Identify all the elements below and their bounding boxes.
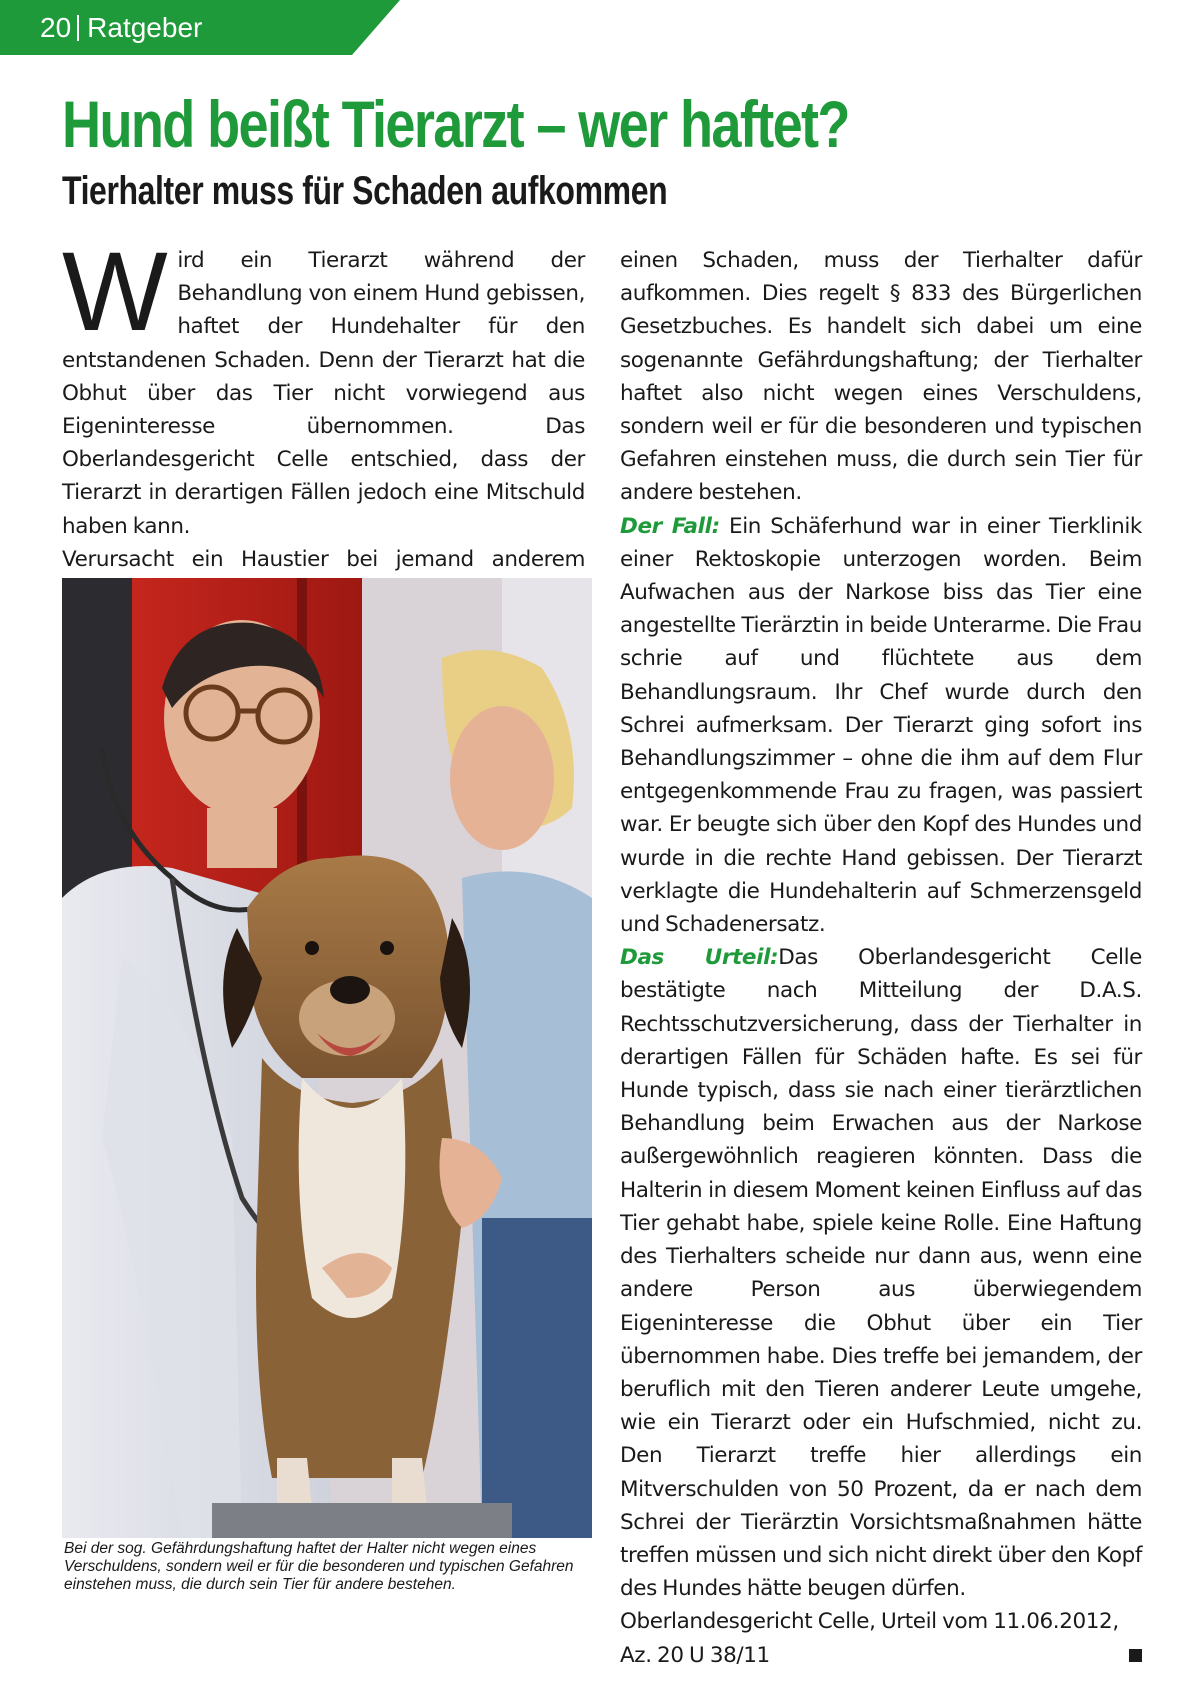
article-end-mark: [1129, 1649, 1142, 1662]
section-header: [40, 12, 202, 44]
verdict-paragraph: [620, 941, 1142, 1605]
body-paragraph-start: Verursacht ein Haustier bei jemand anderem: [62, 546, 585, 572]
article-column-left: [62, 229, 585, 576]
intro-paragraph: [62, 229, 585, 543]
verdict-label: Das Urteil:: [620, 945, 779, 971]
source-court-date: Oberlandesgericht Celle, Urteil vom 11.06.2012,: [620, 1609, 1119, 1635]
dropcap-letter: W: [62, 229, 168, 354]
case-text: Ein Schäferhund war in einer Tierklinik einer Rektoskopie unterzogen worden. Beim Aufwachen aus der Narkose biss das Tier eine angestellte Tierärztin in beide Unterarme. Die Frau schrie auf und flüchtete aus dem Behandlungsraum. Ihr Chef wurde durch den Schrei aufmerksam. Der Tierarzt ging sofort ins Behandlungszimmer – ohne die ihm auf dem Flur entgegenkommende Frau zu fragen, was passiert war. Er beugte sich über den Kopf des Hundes und wurde in die rechte Hand gebissen. Der Tierarzt verklagte die Hundehalterin auf Schmerzensgeld und Schadenersatz.: [620, 513, 1142, 938]
page-number: 20: [40, 12, 72, 43]
article-column-right: [620, 244, 1142, 1672]
article-photo: [62, 578, 592, 1538]
header-divider: [77, 15, 79, 41]
article-subtitle: Tierhalter muss für Schaden aufkommen: [62, 169, 668, 213]
source-case-number: Az. 20 U 38/11: [620, 1642, 770, 1668]
article-title: Hund beißt Tierarzt – wer haftet?: [62, 87, 849, 161]
section-name: Ratgeber: [87, 12, 203, 43]
vet-with-dog-photo: [62, 578, 592, 1538]
verdict-text: Das Oberlandesgericht Celle bestätigte nach Mitteilung der D.A.S. Rechtsschutzversicherung, dass der Tierhalter in derartigen Fällen für Schäden hafte. Es sei für Hunde typisch, dass sie nach einer tierärztlichen Behandlung beim Erwachen aus der Narkose außergewöhnlich reagieren könnten. Dass die Halterin in diesem Moment keinen Einfluss auf das Tier gehabt habe, spiele keine Rolle. Eine Haftung des Tierhalters scheide nur dann aus, wenn eine andere Person aus überwiegendem Eigeninteresse die Obhut über ein Tier übernommen habe. Dies treffe bei jemandem, der beruflich mit den Tieren anderer Leute umgehe, wie ein Tierarzt oder ein Hufschmied, nicht zu. Den Tierarzt treffe hier allerdings ein Mitverschulden von 50 Prozent, da er nach dem Schrei der Tierärztin Vorsichtsmaßnahmen hätte treffen müssen und sich nicht direkt über den Kopf des Hundes hätte beugen dürfen.: [620, 945, 1142, 1602]
case-label: Der Fall:: [620, 513, 720, 539]
case-paragraph: [620, 510, 1142, 942]
photo-caption: Bei der sog. Gefährdungshaftung haftet der Halter nicht wegen eines Verschuldens, sondern weil er für die besonderen und typischen Gefahren einstehen muss, die durch sein Tier für andere bestehen.: [64, 1540, 574, 1593]
body-paragraph-continued: einen Schaden, muss der Tierhalter dafür aufkommen. Dies regelt § 833 des Bürgerlichen Gesetzbuches. Es handelt sich dabei um eine sogenannte Gefährdungshaftung; der Tierhalter haftet also nicht wegen eines Verschuldens, sondern weil er für die besonderen und typischen Gefahren einstehen muss, die durch sein Tier für andere bestehen.: [620, 248, 1142, 506]
source-reference: [620, 1605, 1142, 1671]
intro-text: ird ein Tierarzt während der Behandlung von einem Hund gebissen, haftet der Hundehalter für den entstandenen Schaden. Denn der Tierarzt hat die Obhut über das Tier nicht vorwiegend aus Eigeninteresse übernommen. Das Oberlandesgericht Celle entschied, dass der Tierarzt in derartigen Fällen jedoch eine Mitschuld haben kann.: [62, 248, 585, 539]
